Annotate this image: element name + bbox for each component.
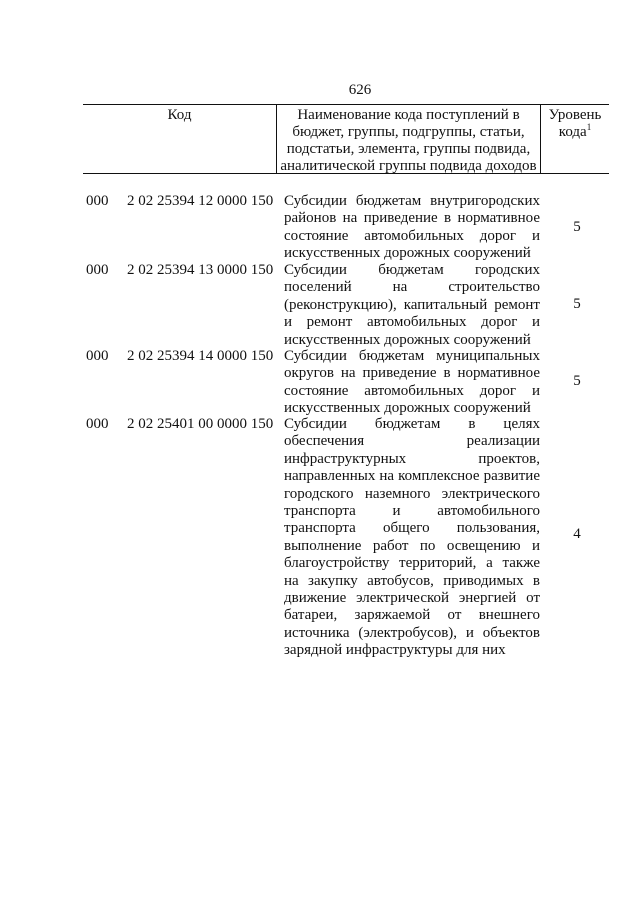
row-prefix: 000 <box>86 416 109 432</box>
header-level-footnote: 1 <box>586 122 592 132</box>
row-prefix: 000 <box>86 262 109 278</box>
row-code: 2 02 25394 13 0000 150 <box>127 262 274 278</box>
row-prefix: 000 <box>86 348 109 364</box>
row-level: 4 <box>573 526 581 542</box>
header-code: Код <box>83 105 277 173</box>
page-number: 626 <box>348 82 372 98</box>
table-header <box>83 104 609 174</box>
row-name: Субсидии бюджетам внутригородских районов на приведение в нормативное состояние автомобильных дорог и искусственных дорожных сооружений <box>284 193 540 262</box>
row-level: 5 <box>573 219 581 235</box>
row-level: 5 <box>573 373 581 389</box>
header-level <box>541 105 609 173</box>
row-name: Субсидии бюджетам муниципальных округов на приведение в нормативное состояние автомобильных дорог и искусственных дорожных сооружений <box>284 348 540 417</box>
row-code: 2 02 25394 14 0000 150 <box>127 348 274 364</box>
row-level: 5 <box>573 296 581 312</box>
row-code: 2 02 25394 12 0000 150 <box>127 193 274 209</box>
row-name: Субсидии бюджетам городских поселений на строительство (реконструкцию), капитальный ремонт и ремонт автомобильных дорог и искусственных дорожных сооружений <box>284 262 540 348</box>
row-prefix: 000 <box>86 193 109 209</box>
row-name: Субсидии бюджетам в целях обеспечения реализации инфраструктурных проектов, направленных на комплексное развитие городского наземного электрического транспорта и автомобильного транспорта общего пользования, выполнение работ по освещению и благоустройству территорий, а также на закупку автобусов, приводимых в движение электрической энергией от батареи, заряжаемой от внешнего источника (электробусов), и объектов зарядной инфраструктуры для них <box>284 416 540 659</box>
header-name: Наименование кода поступлений в бюджет, группы, подгруппы, статьи, подстатьи, элемента, группы подвида, аналитической группы подвида доходов <box>277 105 541 173</box>
row-code: 2 02 25401 00 0000 150 <box>127 416 274 432</box>
header-level-label: Уровень кода <box>548 107 602 140</box>
